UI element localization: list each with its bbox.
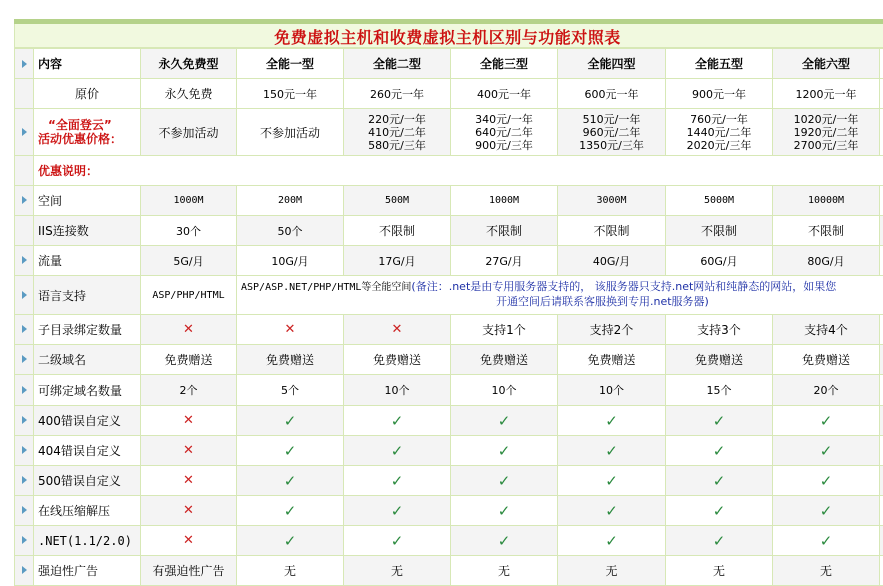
check-icon: ✓ — [773, 436, 880, 466]
cell: 免费赠送 — [451, 345, 558, 375]
cell: 20个 — [773, 375, 880, 406]
cell: 30个 — [141, 216, 237, 246]
cell: 10个 — [451, 375, 558, 406]
promo-note-label: 优惠说明： — [34, 156, 883, 186]
row-label: 子目录绑定数量 — [34, 315, 141, 345]
check-icon: ✓ — [558, 496, 666, 526]
plan-header: 全能二型 — [344, 49, 451, 79]
cell: 不限制 — [451, 216, 558, 246]
x-icon: ✕ — [141, 466, 237, 496]
row-arrow-icon — [22, 566, 27, 574]
cell: 760元/一年 1440元/二年 2020元/三年 — [666, 109, 773, 156]
row-label: 400错误自定义 — [34, 406, 141, 436]
check-icon: ✓ — [666, 526, 773, 556]
cell: 80G/月 — [773, 246, 880, 276]
cell: 免费赠送 — [666, 345, 773, 375]
table-row-promo — [15, 109, 883, 156]
row-label: 空间 — [34, 186, 141, 216]
cell: 不限制 — [773, 216, 880, 246]
table-row-language — [15, 276, 883, 315]
row-arrow-icon — [22, 476, 27, 484]
cell: 免费赠送 — [344, 345, 451, 375]
cell: 260元一年 — [344, 79, 451, 109]
check-icon: ✓ — [237, 466, 344, 496]
check-icon: ✓ — [451, 406, 558, 436]
table-row-iis — [15, 216, 883, 246]
cell: 510元/一年 960元/二年 1350元/三年 — [558, 109, 666, 156]
check-icon: ✓ — [773, 496, 880, 526]
check-icon: ✓ — [558, 406, 666, 436]
comparison-table-container — [14, 19, 883, 586]
check-icon: ✓ — [451, 526, 558, 556]
check-icon: ✓ — [237, 436, 344, 466]
cell: 1020元/一年 1920元/二年 2700元/三年 — [773, 109, 880, 156]
x-icon: ✕ — [141, 436, 237, 466]
cell: 900元一年 — [666, 79, 773, 109]
table-row-err404 — [15, 436, 883, 466]
cell: 200M — [237, 186, 344, 216]
page-title: 免费虚拟主机和收费虚拟主机区别与功能对照表 — [15, 25, 880, 48]
row-arrow-icon — [22, 256, 27, 264]
table-row-dotnet — [15, 526, 883, 556]
cell: 不参加活动 — [141, 109, 237, 156]
check-icon: ✓ — [666, 496, 773, 526]
cell: 无 — [666, 556, 773, 586]
cell: 支持1个 — [451, 315, 558, 345]
cell: 15个 — [666, 375, 773, 406]
cell: 不限制 — [666, 216, 773, 246]
cell: 1000M — [451, 186, 558, 216]
cell: 150元一年 — [237, 79, 344, 109]
language-note-line2: 开通空间后请联系客服换到专用.net服务器) — [241, 295, 883, 309]
table-row-traffic — [15, 246, 883, 276]
cell: 免费赠送 — [773, 345, 880, 375]
table-row-price — [15, 79, 883, 109]
cell: 3000M — [558, 186, 666, 216]
check-icon: ✓ — [666, 436, 773, 466]
row-label: 流量 — [34, 246, 141, 276]
row-arrow-icon — [22, 416, 27, 424]
cell: 340元/一年 640元/二年 900元/三年 — [451, 109, 558, 156]
table-row-subdir — [15, 315, 883, 345]
row-arrow-icon — [22, 291, 27, 299]
cell: 永久免费 — [141, 79, 237, 109]
cell: 支持3个 — [666, 315, 773, 345]
table-row-ads — [15, 556, 883, 586]
check-icon: ✓ — [558, 466, 666, 496]
row-label: 在线压缩解压 — [34, 496, 141, 526]
plan-header: 全能四型 — [558, 49, 666, 79]
check-icon: ✓ — [344, 496, 451, 526]
cell: 无 — [344, 556, 451, 586]
row-arrow-cell — [15, 49, 34, 79]
cell: ASP/PHP/HTML — [141, 276, 237, 315]
header-row — [15, 49, 883, 79]
cell: 支持2个 — [558, 315, 666, 345]
cell: 50个 — [237, 216, 344, 246]
check-icon: ✓ — [344, 526, 451, 556]
cell: 免费赠送 — [141, 345, 237, 375]
row-label: 404错误自定义 — [34, 436, 141, 466]
language-paid-cell — [237, 276, 883, 315]
cell: 1000M — [141, 186, 237, 216]
cell: 2个 — [141, 375, 237, 406]
check-icon: ✓ — [773, 526, 880, 556]
promo-label — [34, 109, 141, 156]
promo-label-line2: 活动优惠价格： — [38, 132, 140, 146]
cell: 支持4个 — [773, 315, 880, 345]
cell: 40G/月 — [558, 246, 666, 276]
cell: 400元一年 — [451, 79, 558, 109]
cell: 不限制 — [344, 216, 451, 246]
row-label: 原价 — [34, 79, 141, 109]
check-icon: ✓ — [344, 406, 451, 436]
check-icon: ✓ — [773, 466, 880, 496]
row-arrow-icon — [22, 386, 27, 394]
table-row-err500 — [15, 466, 883, 496]
header-label: 内容 — [34, 49, 141, 79]
cell: 10个 — [558, 375, 666, 406]
row-arrow-icon — [22, 536, 27, 544]
cell: 有强迫性广告 — [141, 556, 237, 586]
table-row-promo-note — [15, 156, 883, 186]
x-icon: ✕ — [141, 496, 237, 526]
x-icon: ✕ — [344, 315, 451, 345]
cell: 无 — [451, 556, 558, 586]
check-icon: ✓ — [237, 496, 344, 526]
row-label: .NET(1.1/2.0) — [34, 526, 141, 556]
cell: 免费赠送 — [558, 345, 666, 375]
row-label: 500错误自定义 — [34, 466, 141, 496]
cell: 10个 — [344, 375, 451, 406]
row-arrow-icon — [22, 196, 27, 204]
cell: 5000M — [666, 186, 773, 216]
cell: 17G/月 — [344, 246, 451, 276]
cell: 220元/一年 410元/二年 580元/三年 — [344, 109, 451, 156]
cell: 无 — [773, 556, 880, 586]
language-note-line1: (备注：.net是由专用服务器支持的， 该服务器只支持.net网站和纯静态的网站，如果您 — [411, 280, 836, 293]
row-arrow-icon — [22, 325, 27, 333]
cell: 不限制 — [558, 216, 666, 246]
row-arrow-icon — [22, 446, 27, 454]
check-icon: ✓ — [344, 436, 451, 466]
row-label: 强迫性广告 — [34, 556, 141, 586]
table-row-err400 — [15, 406, 883, 436]
check-icon: ✓ — [558, 436, 666, 466]
cell: 5G/月 — [141, 246, 237, 276]
cell: 10000M — [773, 186, 880, 216]
cell: 无 — [558, 556, 666, 586]
cell: 免费赠送 — [237, 345, 344, 375]
x-icon: ✕ — [237, 315, 344, 345]
cell: 500M — [344, 186, 451, 216]
x-icon: ✕ — [141, 526, 237, 556]
check-icon: ✓ — [344, 466, 451, 496]
table-row-space — [15, 186, 883, 216]
promo-label-line1: “全面登云” — [38, 118, 140, 132]
check-icon: ✓ — [558, 526, 666, 556]
row-label: 语言支持 — [34, 276, 141, 315]
table-row-subdomain — [15, 345, 883, 375]
cell: 无 — [237, 556, 344, 586]
check-icon: ✓ — [451, 466, 558, 496]
comparison-table — [14, 48, 883, 586]
x-icon: ✕ — [141, 315, 237, 345]
cell: 不参加活动 — [237, 109, 344, 156]
cell: 60G/月 — [666, 246, 773, 276]
plan-header: 全能六型 — [773, 49, 880, 79]
check-icon: ✓ — [773, 406, 880, 436]
row-arrow-icon — [22, 355, 27, 363]
plan-header: 全能一型 — [237, 49, 344, 79]
plan-header: 全能五型 — [666, 49, 773, 79]
row-arrow-icon — [22, 60, 27, 68]
table-row-unzip — [15, 496, 883, 526]
check-icon: ✓ — [237, 526, 344, 556]
check-icon: ✓ — [451, 496, 558, 526]
row-label: 可绑定域名数量 — [34, 375, 141, 406]
row-arrow-icon — [22, 128, 27, 136]
x-icon: ✕ — [141, 406, 237, 436]
plan-header: 全能三型 — [451, 49, 558, 79]
cell: 27G/月 — [451, 246, 558, 276]
row-label: IIS连接数 — [34, 216, 141, 246]
cell: 10G/月 — [237, 246, 344, 276]
plan-header: 永久免费型 — [141, 49, 237, 79]
check-icon: ✓ — [451, 436, 558, 466]
row-label: 二级域名 — [34, 345, 141, 375]
language-paid-value: ASP/ASP.NET/PHP/HTML等全能空间 — [241, 282, 411, 293]
check-icon: ✓ — [666, 406, 773, 436]
cell: 1200元一年 — [773, 79, 880, 109]
cell: 600元一年 — [558, 79, 666, 109]
check-icon: ✓ — [666, 466, 773, 496]
check-icon: ✓ — [237, 406, 344, 436]
title-row — [14, 24, 883, 48]
table-row-domains — [15, 375, 883, 406]
row-arrow-icon — [22, 506, 27, 514]
cell: 5个 — [237, 375, 344, 406]
